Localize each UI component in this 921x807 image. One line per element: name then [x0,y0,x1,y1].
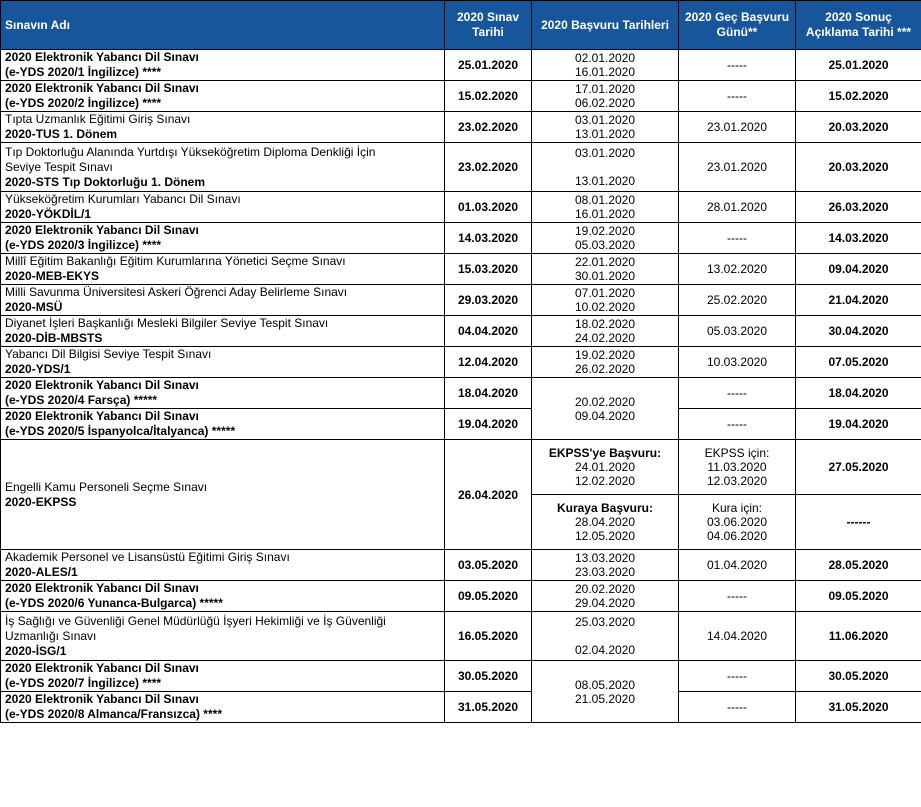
exam-date: 14.03.2020 [445,223,532,254]
application-end: 29.04.2020 [574,596,636,610]
application-dates [532,612,679,661]
table-row [1,192,921,223]
result-date: ------ [796,495,921,550]
exam-name-cell [1,316,445,347]
application-start: 20.02.2020 [574,582,636,596]
application-dates [532,495,679,550]
late-application: 14.04.2020 [679,612,796,661]
table-row [1,254,921,285]
application-dates [532,347,679,378]
table-row [1,285,921,316]
ekpss-application-heading: EKPSS'ye Başvuru: [548,446,662,460]
exam-code: (e-YDS 2020/5 İspanyolca/İtalyanca) ***** [5,424,236,438]
late-application: ----- [679,409,796,440]
exam-name: 2020 Elektronik Yabancı Dil Sınavı [5,581,199,595]
exam-name: 2020 Elektronik Yabancı Dil Sınavı [5,50,199,64]
exam-name-cell [1,378,445,409]
exam-date: 25.01.2020 [445,50,532,81]
application-start: 03.01.2020 [574,146,636,160]
application-dates [532,81,679,112]
application-end: 21.05.2020 [574,691,636,706]
exam-date: 15.03.2020 [445,254,532,285]
exam-date: 16.05.2020 [445,612,532,661]
lottery-application-heading: Kuraya Başvuru: [556,501,654,515]
exam-name: İş Sağlığı ve Güvenliği Genel Müdürlüğü İşyeri Hekimliği ve İş Güvenliği [5,613,386,628]
exam-name-cell [1,50,445,81]
application-dates [532,143,679,192]
exam-name-cell [1,692,445,723]
result-date: 20.03.2020 [796,143,921,192]
exam-name: 2020 Elektronik Yabancı Dil Sınavı [5,81,199,95]
table-row [1,316,921,347]
exam-code: (e-YDS 2020/3 İngilizce) **** [5,238,162,252]
exam-date: 12.04.2020 [445,347,532,378]
exam-code: (e-YDS 2020/8 Almanca/Fransızca) **** [5,707,222,721]
result-date: 09.05.2020 [796,581,921,612]
header-result-date: 2020 Sonuç Açıklama Tarihi *** [796,1,921,50]
late-application [679,495,796,550]
table-row [1,112,921,143]
late-application: 23.01.2020 [679,112,796,143]
application-dates [532,550,679,581]
table-row [1,81,921,112]
exam-name-cell [1,440,445,550]
application-start: 25.03.2020 [574,615,636,629]
result-date: 26.03.2020 [796,192,921,223]
application-start: 17.01.2020 [574,82,636,96]
result-date: 30.04.2020 [796,316,921,347]
application-end: 13.01.2020 [574,127,636,141]
exam-date: 19.04.2020 [445,409,532,440]
late-application [679,440,796,495]
application-dates [532,378,679,440]
late-end: 04.06.2020 [706,529,768,543]
exam-name: 2020 Elektronik Yabancı Dil Sınavı [5,661,199,675]
exam-name: 2020 Elektronik Yabancı Dil Sınavı [5,692,199,706]
result-date: 20.03.2020 [796,112,921,143]
exam-name-cell [1,81,445,112]
result-date: 30.05.2020 [796,661,921,692]
table-row [1,692,921,723]
application-end: 30.01.2020 [574,269,636,283]
result-date: 14.03.2020 [796,223,921,254]
exam-date: 23.02.2020 [445,112,532,143]
exam-name-cell [1,254,445,285]
table-row [1,409,921,440]
header-application-dates: 2020 Başvuru Tarihleri [532,1,679,50]
result-date: 15.02.2020 [796,81,921,112]
table-row [1,347,921,378]
late-application: ----- [679,81,796,112]
exam-name: 2020 Elektronik Yabancı Dil Sınavı [5,223,199,237]
exam-code: 2020-YÖKDİL/1 [5,207,92,221]
application-dates [532,192,679,223]
application-end: 12.05.2020 [574,529,636,543]
application-dates [532,254,679,285]
table-row [1,378,921,409]
table-row [1,550,921,581]
result-date: 27.05.2020 [796,440,921,495]
exam-date: 23.02.2020 [445,143,532,192]
application-start: 28.04.2020 [574,515,636,529]
late-end: 12.03.2020 [706,474,768,488]
exam-name: Tıp Doktorluğu Alanında Yurtdışı Yükseköğretim Diploma Denkliği İçin [5,144,376,159]
result-date: 09.04.2020 [796,254,921,285]
late-heading: EKPSS için: [704,446,770,460]
exam-code: (e-YDS 2020/6 Yunanca-Bulgarca) ***** [5,596,223,610]
application-start: 19.02.2020 [574,224,636,238]
exam-date: 29.03.2020 [445,285,532,316]
application-dates [532,316,679,347]
application-start: 08.01.2020 [574,193,636,207]
exam-date: 30.05.2020 [445,661,532,692]
exam-name: 2020 Elektronik Yabancı Dil Sınavı [5,409,199,423]
header-exam-date: 2020 Sınav Tarihi [445,1,532,50]
application-start: 07.01.2020 [574,286,636,300]
exam-name: 2020 Elektronik Yabancı Dil Sınavı [5,378,199,392]
table-row [1,223,921,254]
exam-code: 2020-MEB-EKYS [5,269,100,283]
exam-date: 31.05.2020 [445,692,532,723]
result-date: 28.05.2020 [796,550,921,581]
table-row [1,612,921,661]
exam-name-cont: Seviye Tespit Sınavı [5,159,113,174]
late-application: 28.01.2020 [679,192,796,223]
application-dates [532,50,679,81]
exam-name-cont: Uzmanlığı Sınavı [5,628,97,643]
application-start: 19.02.2020 [574,348,636,362]
application-end: 12.02.2020 [574,474,636,488]
result-date: 21.04.2020 [796,285,921,316]
table-row [1,661,921,692]
table-row [1,581,921,612]
late-application: 10.03.2020 [679,347,796,378]
late-application: ----- [679,581,796,612]
exam-name-cell [1,409,445,440]
exam-date: 09.05.2020 [445,581,532,612]
exam-code: (e-YDS 2020/7 İngilizce) **** [5,676,162,690]
exam-name-cell [1,612,445,661]
application-start: 24.01.2020 [574,460,636,474]
application-start: 08.05.2020 [574,677,636,692]
application-end: 13.01.2020 [574,174,636,188]
application-start: 02.01.2020 [574,51,636,65]
application-start: 03.01.2020 [574,113,636,127]
exam-name-cell [1,661,445,692]
application-end: 26.02.2020 [574,362,636,376]
application-start: 22.01.2020 [574,255,636,269]
header-late-application: 2020 Geç Başvuru Günü** [679,1,796,50]
table-row [1,143,921,192]
late-application: ----- [679,223,796,254]
exam-code: (e-YDS 2020/4 Farsça) ***** [5,393,158,407]
exam-date: 26.04.2020 [445,440,532,550]
late-application: ----- [679,50,796,81]
header-exam-name: Sınavın Adı [1,1,445,50]
exam-name-cell [1,285,445,316]
exam-date: 01.03.2020 [445,192,532,223]
application-dates [532,581,679,612]
result-date: 31.05.2020 [796,692,921,723]
exam-code: 2020-MSÜ [5,300,63,314]
exam-name-cell [1,112,445,143]
result-date: 11.06.2020 [796,612,921,661]
exam-code: 2020-EKPSS [5,494,77,509]
application-start: 20.02.2020 [574,394,636,409]
exam-name: Diyanet İşleri Başkanlığı Mesleki Bilgiler Seviye Tespit Sınavı [5,316,329,330]
application-dates [532,440,679,495]
late-application: 13.02.2020 [679,254,796,285]
exam-date: 18.04.2020 [445,378,532,409]
late-application: ----- [679,378,796,409]
exam-name: Akademik Personel ve Lisansüstü Eğitimi Giriş Sınavı [5,550,290,564]
application-end: 16.01.2020 [574,207,636,221]
exam-code: 2020-STS Tıp Doktorluğu 1. Dönem [5,174,206,189]
late-application: 05.03.2020 [679,316,796,347]
exam-date: 03.05.2020 [445,550,532,581]
exam-name: Tıpta Uzmanlık Eğitimi Giriş Sınavı [5,112,191,126]
late-application: 01.04.2020 [679,550,796,581]
exam-name-cell [1,581,445,612]
exam-code: (e-YDS 2020/2 İngilizce) **** [5,96,162,110]
exam-name-cell [1,550,445,581]
exam-name-cell [1,223,445,254]
exam-date: 04.04.2020 [445,316,532,347]
exam-name: Millî Eğitim Bakanlığı Eğitim Kurumlarına Yönetici Seçme Sınavı [5,254,346,268]
application-end: 02.04.2020 [574,643,636,657]
exam-code: 2020-DİB-MBSTS [5,331,103,345]
application-dates [532,112,679,143]
application-end: 23.03.2020 [574,565,636,579]
table-row [1,440,921,495]
exam-name: Milli Savunma Üniversitesi Askeri Öğrenci Aday Belirleme Sınavı [5,285,348,299]
late-start: 03.06.2020 [706,515,768,529]
application-dates [532,285,679,316]
header-row [1,1,921,50]
application-end: 16.01.2020 [574,65,636,79]
application-end: 06.02.2020 [574,96,636,110]
result-date: 19.04.2020 [796,409,921,440]
late-heading: Kura için: [711,501,763,515]
exam-name-cell [1,347,445,378]
late-start: 11.03.2020 [707,460,767,474]
exam-date: 15.02.2020 [445,81,532,112]
exam-code: 2020-YDS/1 [5,362,71,376]
application-start: 13.03.2020 [574,551,636,565]
late-application: ----- [679,692,796,723]
late-application: ----- [679,661,796,692]
late-application: 23.01.2020 [679,143,796,192]
late-application: 25.02.2020 [679,285,796,316]
application-end: 10.02.2020 [574,300,636,314]
table-row [1,50,921,81]
exam-code: 2020-İSG/1 [5,643,67,658]
result-date: 25.01.2020 [796,50,921,81]
exam-name-cell [1,143,445,192]
exam-code: 2020-ALES/1 [5,565,78,579]
application-dates [532,223,679,254]
result-date: 18.04.2020 [796,378,921,409]
application-end: 09.04.2020 [574,408,636,423]
application-start: 18.02.2020 [574,317,636,331]
result-date: 07.05.2020 [796,347,921,378]
exam-code: (e-YDS 2020/1 İngilizce) **** [5,65,162,79]
exam-code: 2020-TUS 1. Dönem [5,127,118,141]
application-dates [532,661,679,723]
exam-name: Engelli Kamu Personeli Seçme Sınavı [5,479,208,494]
application-end: 24.02.2020 [574,331,636,345]
application-end: 05.03.2020 [574,238,636,252]
exam-name: Yabancı Dil Bilgisi Seviye Tespit Sınavı [5,347,212,361]
exam-name: Yükseköğretim Kurumları Yabancı Dil Sınavı [5,192,241,206]
exam-name-cell [1,192,445,223]
